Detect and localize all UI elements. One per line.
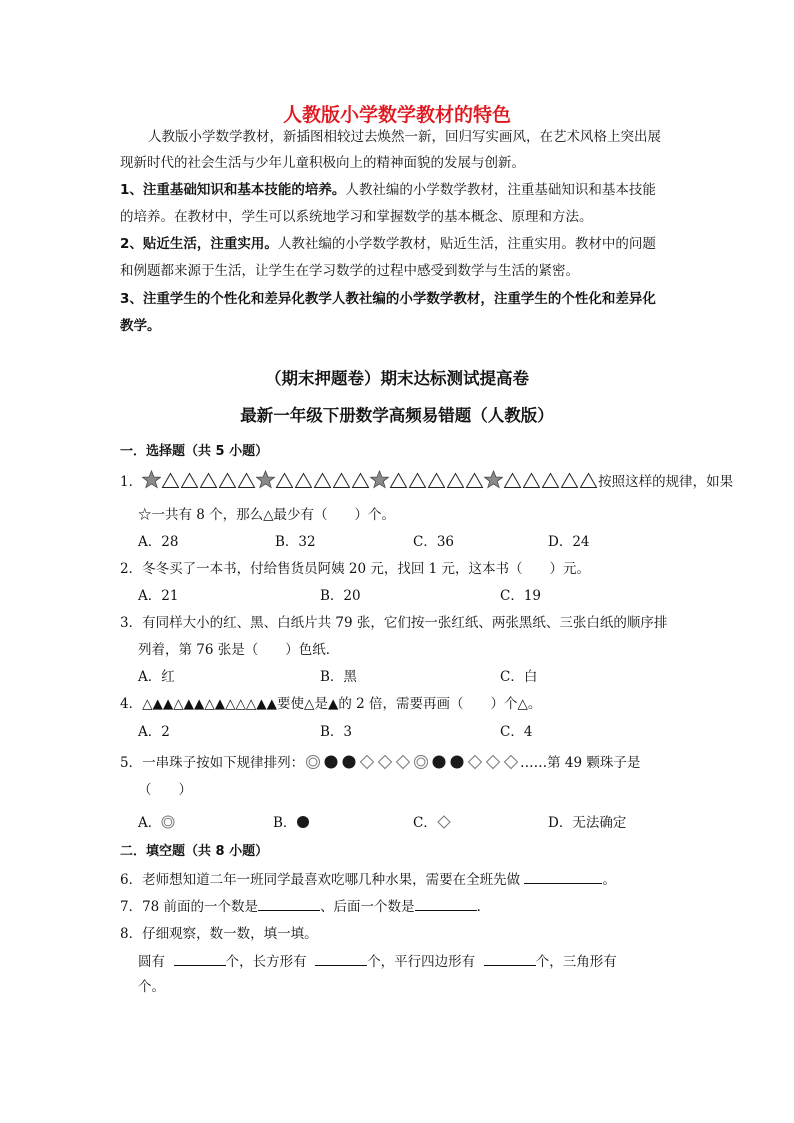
hollow-triangle-icon xyxy=(522,472,541,489)
black-bead-icon xyxy=(448,754,466,770)
diamond-bead-icon xyxy=(394,754,412,770)
question-5-prefix: 5．一串珠子按如下规律排列： xyxy=(120,755,305,771)
question-6-blank[interactable] xyxy=(524,869,602,884)
question-5-tail: ……第 49 颗珠子是 xyxy=(520,755,641,771)
question-7-part-a: 7．78 前面的一个数是 xyxy=(120,899,259,915)
exam-title-1: （期末押题卷）期末达标测试提高卷 xyxy=(265,369,529,388)
hollow-triangle-icon xyxy=(389,472,408,489)
q5-option-b-label: B． xyxy=(273,815,297,831)
black-bead-icon xyxy=(296,815,310,829)
question-8-line2 xyxy=(138,950,617,970)
intro-para2-bold: 1、注重基础知识和基本技能的培养。 xyxy=(120,182,346,198)
q8-rectangle-blank[interactable] xyxy=(315,951,367,966)
star-icon xyxy=(256,470,275,489)
question-1-tail: 按照这样的规律，如果 xyxy=(598,474,734,490)
double-ring-bead-icon xyxy=(161,815,175,829)
intro-para2-line2: 的培养。在教材中，学生可以系统地学习和掌握数学的基本概念、原理和方法。 xyxy=(120,209,593,225)
q8-parallelogram-blank[interactable] xyxy=(484,951,536,966)
hollow-triangle-icon xyxy=(446,472,465,489)
question-1-line1 xyxy=(120,470,733,490)
question-3-line2: 列着，第 76 张是（ ）色纸． xyxy=(138,642,340,658)
bead-pattern xyxy=(304,754,520,770)
black-bead-icon xyxy=(322,754,340,770)
hollow-triangle-icon xyxy=(579,472,598,489)
star-triangle-pattern xyxy=(142,470,598,489)
question-4: 4．△▲▲△▲▲△▲△△△▲▲要使△是▲的 2 倍，需要再画（ ）个△。 xyxy=(120,696,542,712)
star-icon xyxy=(484,470,503,489)
intro-para3-rest: 人教社编的小学数学教材，贴近生活，注重实用。教材中的问题 xyxy=(277,236,656,252)
intro-para4-line1: 3、注重学生的个性化和差异化教学人教社编的小学数学教材，注重学生的个性化和差异化 xyxy=(120,291,656,307)
question-1-line2: ☆一共有 8 个，那么△最少有（ ）个。 xyxy=(138,507,396,523)
q8-circle-blank[interactable] xyxy=(174,951,226,966)
section-1-heading: 一．选择题（共 5 小题） xyxy=(120,444,269,459)
q4-option-b[interactable]: B．3 xyxy=(320,724,353,740)
hollow-triangle-icon xyxy=(465,472,484,489)
q5-option-c[interactable] xyxy=(413,811,451,831)
diamond-bead-icon xyxy=(376,754,394,770)
hollow-triangle-icon xyxy=(332,472,351,489)
hollow-triangle-icon xyxy=(218,472,237,489)
q3-option-a[interactable]: A．红 xyxy=(138,669,175,685)
hollow-triangle-icon xyxy=(180,472,199,489)
intro-title: 人教版小学数学教材的特色 xyxy=(282,104,511,126)
question-6-text: 6．老师想知道二年一班同学最喜欢吃哪几种水果，需要在全班先做 xyxy=(120,872,521,888)
hollow-triangle-icon xyxy=(427,472,446,489)
q8-parallelogram-label: 个，平行四边形有 xyxy=(367,954,476,970)
diamond-bead-icon xyxy=(437,815,451,829)
hollow-triangle-icon xyxy=(275,472,294,489)
q8-rectangle-label: 个，长方形有 xyxy=(225,954,307,970)
question-1-number: 1． xyxy=(120,474,143,490)
hollow-triangle-icon xyxy=(161,472,180,489)
q2-option-a[interactable]: A．21 xyxy=(138,588,179,604)
intro-para3-line2: 和例题都来源于生活，让学生在学习数学的过程中感受到数学与生活的紧密。 xyxy=(120,263,579,279)
diamond-bead-icon xyxy=(484,754,502,770)
hollow-triangle-icon xyxy=(408,472,427,489)
question-8-line3: 个。 xyxy=(138,979,165,995)
question-5-line1 xyxy=(120,751,640,771)
exam-title-2: 最新一年级下册数学高频易错题（人教版） xyxy=(240,406,554,425)
question-7-part-c: ． xyxy=(476,899,491,915)
question-2: 2．冬冬买了一本书，付给售货员阿姨 20 元，找回 1 元，这本书（ ）元。 xyxy=(120,561,591,577)
question-7 xyxy=(120,895,490,915)
q4-option-c[interactable]: C．4 xyxy=(500,724,533,740)
q5-option-b[interactable] xyxy=(273,811,310,831)
q5-option-d[interactable]: D．无法确定 xyxy=(548,815,627,831)
q5-option-a-label: A． xyxy=(138,815,162,831)
hollow-triangle-icon xyxy=(294,472,313,489)
intro-para2-line1 xyxy=(120,177,656,203)
double-ring-bead-icon xyxy=(304,754,322,770)
diamond-bead-icon xyxy=(358,754,376,770)
q5-option-a[interactable] xyxy=(138,811,175,831)
question-3-line1: 3．有同样大小的红、黑、白纸片共 79 张，它们按一张红纸、两张黑纸、三张白纸的顺序排 xyxy=(120,615,668,631)
hollow-triangle-icon xyxy=(503,472,522,489)
q3-option-c[interactable]: C．白 xyxy=(500,669,538,685)
q2-option-b[interactable]: B．20 xyxy=(320,588,361,604)
q1-option-c[interactable]: C．36 xyxy=(413,534,455,550)
diamond-bead-icon xyxy=(502,754,520,770)
q5-option-c-label: C． xyxy=(413,815,437,831)
question-8-line1: 8．仔细观察，数一数，填一填。 xyxy=(120,926,318,942)
q8-circle-label: 圆有 xyxy=(138,954,165,970)
intro-para3-bold: 2、贴近生活，注重实用。 xyxy=(120,236,278,252)
q1-option-a[interactable]: A．28 xyxy=(138,534,179,550)
hollow-triangle-icon xyxy=(313,472,332,489)
star-icon xyxy=(370,470,389,489)
section-2-heading: 二．填空题（共 8 小题） xyxy=(120,844,269,859)
intro-para4-line2: 教学。 xyxy=(120,318,161,334)
hollow-triangle-icon xyxy=(541,472,560,489)
hollow-triangle-icon xyxy=(560,472,579,489)
intro-para1-line2: 现新时代的社会生活与少年儿童积极向上的精神面貌的发展与创新。 xyxy=(120,155,525,171)
question-5-line2: （ ） xyxy=(138,782,192,798)
black-bead-icon xyxy=(430,754,448,770)
question-6-end: 。 xyxy=(602,872,616,888)
q2-option-c[interactable]: C．19 xyxy=(500,588,542,604)
intro-para1-line1: 人教版小学数学教材，新插图相较过去焕然一新，回归写实画风，在艺术风格上突出展 xyxy=(148,129,661,145)
q3-option-b[interactable]: B．黑 xyxy=(320,669,357,685)
black-bead-icon xyxy=(340,754,358,770)
star-icon xyxy=(142,470,161,489)
double-ring-bead-icon xyxy=(412,754,430,770)
question-6 xyxy=(120,868,616,888)
q1-option-d[interactable]: D．24 xyxy=(548,534,590,550)
hollow-triangle-icon xyxy=(199,472,218,489)
question-7-blank-2[interactable] xyxy=(415,896,477,911)
question-7-blank-1[interactable] xyxy=(258,896,320,911)
q1-option-b[interactable]: B．32 xyxy=(275,534,316,550)
hollow-triangle-icon xyxy=(351,472,370,489)
hollow-triangle-icon xyxy=(237,472,256,489)
diamond-bead-icon xyxy=(466,754,484,770)
intro-para2-rest: 人教社编的小学数学教材，注重基础知识和基本技能 xyxy=(345,182,656,198)
q8-triangle-label: 个，三角形有 xyxy=(535,954,617,970)
q4-option-a[interactable]: A．2 xyxy=(138,724,170,740)
intro-para3-line1 xyxy=(120,231,656,257)
question-7-part-b: 、后面一个数是 xyxy=(320,899,415,915)
